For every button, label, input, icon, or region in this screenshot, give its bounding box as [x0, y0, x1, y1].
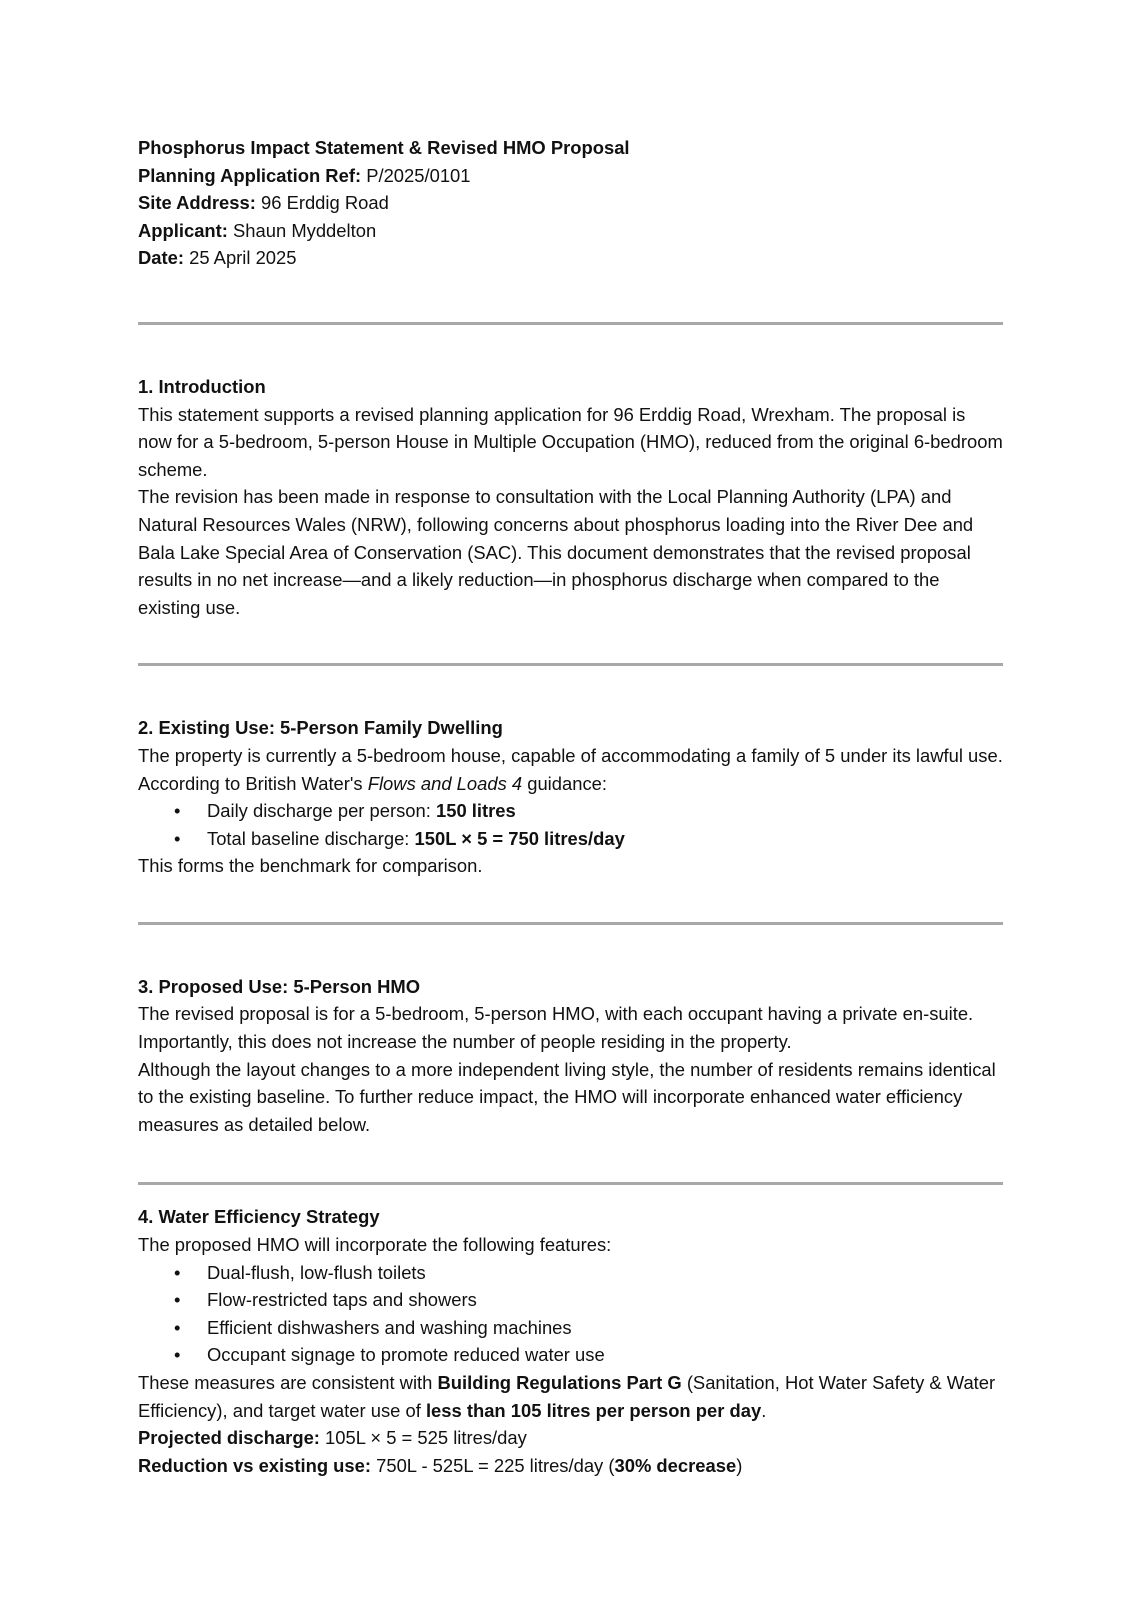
- document-title: Phosphorus Impact Statement & Revised HMO Proposal: [138, 137, 630, 158]
- paragraph: The revised proposal is for a 5-bedroom, 5-person HMO, with each occupant having a private en-suite. Importantly, this does not increase the number of people residing in the property.: [138, 1003, 974, 1053]
- address-line: Site Address: 96 Erddig Road: [138, 192, 389, 214]
- applicant-line: Applicant: Shaun Myddelton: [138, 219, 377, 241]
- section-existing-use: [138, 714, 1003, 880]
- list-item: • Dual-flush, low-flush toilets: [138, 1259, 1003, 1287]
- section-proposed-use: [138, 973, 1003, 1139]
- list-item: • Daily discharge per person: 150 litres: [138, 797, 1003, 825]
- section-heading: 4. Water Efficiency Strategy: [138, 1206, 380, 1228]
- list-item: • Flow-restricted taps and showers: [138, 1286, 1003, 1314]
- document-body: [138, 134, 1003, 1479]
- section-water-efficiency: [138, 1203, 1003, 1479]
- date-line: Date: 25 April 2025: [138, 247, 297, 269]
- section-introduction: [138, 373, 1003, 621]
- paragraph: The revision has been made in response to consultation with the Local Planning Authority (LPA) and Natural Resources Wales (NRW), following concerns about phosphorus loading into the River Dee and Bala Lake Special Area of Conservation (SAC). This document demonstrates that the revised proposal results in no net increase—and a likely reduction—in phosphorus discharge when compared to the existing use.: [138, 486, 974, 618]
- paragraph: Although the layout changes to a more independent living style, the number of residents remains identical to the existing baseline. To further reduce impact, the HMO will incorporate enhanced water efficiency measures as detailed below.: [138, 1058, 996, 1135]
- paragraph: The property is currently a 5-bedroom house, capable of accommodating a family of 5 under its lawful use.: [138, 744, 1003, 766]
- reduction-line: Reduction vs existing use: 750L - 525L = 225 litres/day (30% decrease): [138, 1454, 743, 1476]
- list-item: • Occupant signage to promote reduced water use: [138, 1341, 1003, 1369]
- section-heading: 1. Introduction: [138, 375, 266, 397]
- list-item: • Total baseline discharge: 150L × 5 = 750 litres/day: [138, 825, 1003, 853]
- list-item: • Efficient dishwashers and washing machines: [138, 1314, 1003, 1342]
- section-heading: 3. Proposed Use: 5-Person HMO: [138, 975, 421, 997]
- paragraph: This forms the benchmark for comparison.: [138, 855, 483, 877]
- document-header: [138, 134, 1003, 272]
- section-heading: 2. Existing Use: 5-Person Family Dwelling: [138, 717, 503, 739]
- paragraph: This statement supports a revised planning application for 96 Erddig Road, Wrexham. The proposal is now for a 5-bedroom, 5-person House in Multiple Occupation (HMO), reduced from the original 6-bedroom scheme.: [138, 403, 1003, 480]
- features-list: [138, 1259, 1003, 1369]
- ref-line: Planning Application Ref: P/2025/0101: [138, 164, 471, 186]
- baseline-list: [138, 797, 1003, 852]
- measures-paragraph: These measures are consistent with Building Regulations Part G (Sanitation, Hot Water Safety & Water Efficiency), and target water use of less than 105 litres per person per day.: [138, 1372, 996, 1421]
- guidance-line: According to British Water's Flows and Loads 4 guidance:: [138, 772, 607, 794]
- projected-discharge-line: Projected discharge: 105L × 5 = 525 litres/day: [138, 1427, 527, 1449]
- paragraph: The proposed HMO will incorporate the following features:: [138, 1234, 612, 1256]
